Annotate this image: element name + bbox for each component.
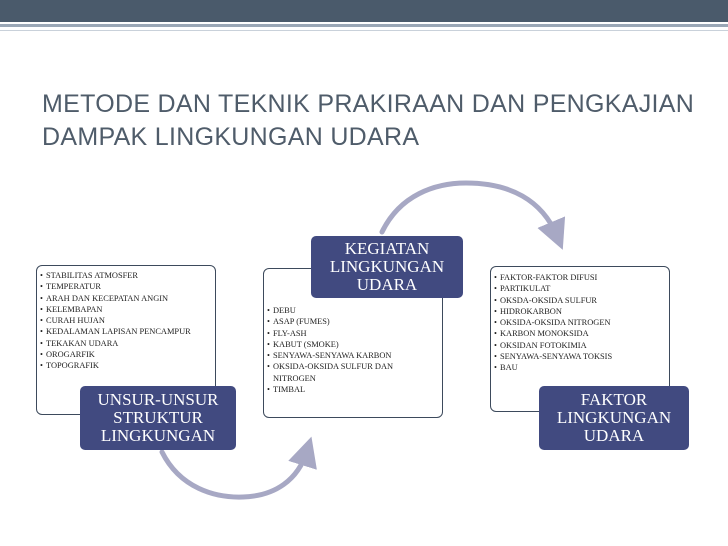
faktor-label-line-3: UDARA (583, 426, 645, 445)
kegiatan-label-line-2: LINGKUNGAN (329, 257, 445, 276)
list-item: • CURAH HUJAN (40, 315, 212, 326)
list-item: • OKSDA-OKSIDA SULFUR (494, 295, 666, 306)
list-item: • SENYAWA-SENYAWA TOKSIS (494, 351, 666, 362)
unsur-label-line-3: LINGKUNGAN (100, 426, 216, 445)
list-item: • KELEMBAPAN (40, 304, 212, 315)
arrow-unsur-to-kegiatan (162, 451, 307, 497)
list-item: • OROGARFIK (40, 349, 212, 360)
faktor-label-line-2: LINGKUNGAN (556, 408, 672, 427)
list-item: • KARBON MONOKSIDA (494, 328, 666, 339)
slide-title-line-1: METODE DAN TEKNIK PRAKIRAAN DAN PENGKAJIAN (42, 90, 695, 118)
list-item: • DEBU (267, 305, 439, 316)
kegiatan-label (311, 236, 463, 298)
unsur-label (80, 386, 236, 450)
kegiatan-label-line-1: KEGIATAN (344, 239, 430, 258)
slide-title-line-2: DAMPAK LINGKUNGAN UDARA (42, 123, 420, 151)
list-item: • KABUT (SMOKE) (267, 339, 439, 350)
list-item: • TIMBAL (267, 384, 439, 395)
list-item: • FLY-ASH (267, 328, 439, 339)
arrow-kegiatan-to-faktor (382, 183, 557, 236)
faktor-items-list (494, 272, 666, 374)
list-item: • SENYAWA-SENYAWA KARBON (267, 350, 439, 361)
list-item: • OKSIDA-OKSIDA SULFUR DAN NITROGEN (267, 361, 423, 384)
list-item: • TEKAKAN UDARA (40, 338, 212, 349)
list-item: • KEDALAMAN LAPISAN PENCAMPUR (40, 326, 212, 337)
list-item: • ASAP (FUMES) (267, 316, 439, 327)
list-item: • STABILITAS ATMOSFER (40, 270, 212, 281)
list-item: • OKSIDA-OKSIDA NITROGEN (494, 317, 666, 328)
list-item: • PARTIKULAT (494, 283, 666, 294)
unsur-items-list (40, 270, 212, 372)
list-item: • TOPOGRAFIK (40, 360, 212, 371)
faktor-label (539, 386, 689, 450)
faktor-label-line-1: FAKTOR (580, 390, 648, 409)
list-item: • BAU (494, 362, 666, 373)
list-item: • ARAH DAN KECEPATAN ANGIN (40, 293, 212, 304)
list-item: • HIDROKARBON (494, 306, 666, 317)
list-item: • TEMPERATUR (40, 281, 212, 292)
kegiatan-label-line-3: UDARA (356, 275, 418, 294)
kegiatan-items-list (267, 305, 439, 395)
list-item: • FAKTOR-FAKTOR DIFUSI (494, 272, 666, 283)
unsur-label-line-2: STRUKTUR (113, 408, 203, 427)
unsur-label-line-1: UNSUR-UNSUR (97, 390, 219, 409)
list-item: • OKSIDAN FOTOKIMIA (494, 340, 666, 351)
